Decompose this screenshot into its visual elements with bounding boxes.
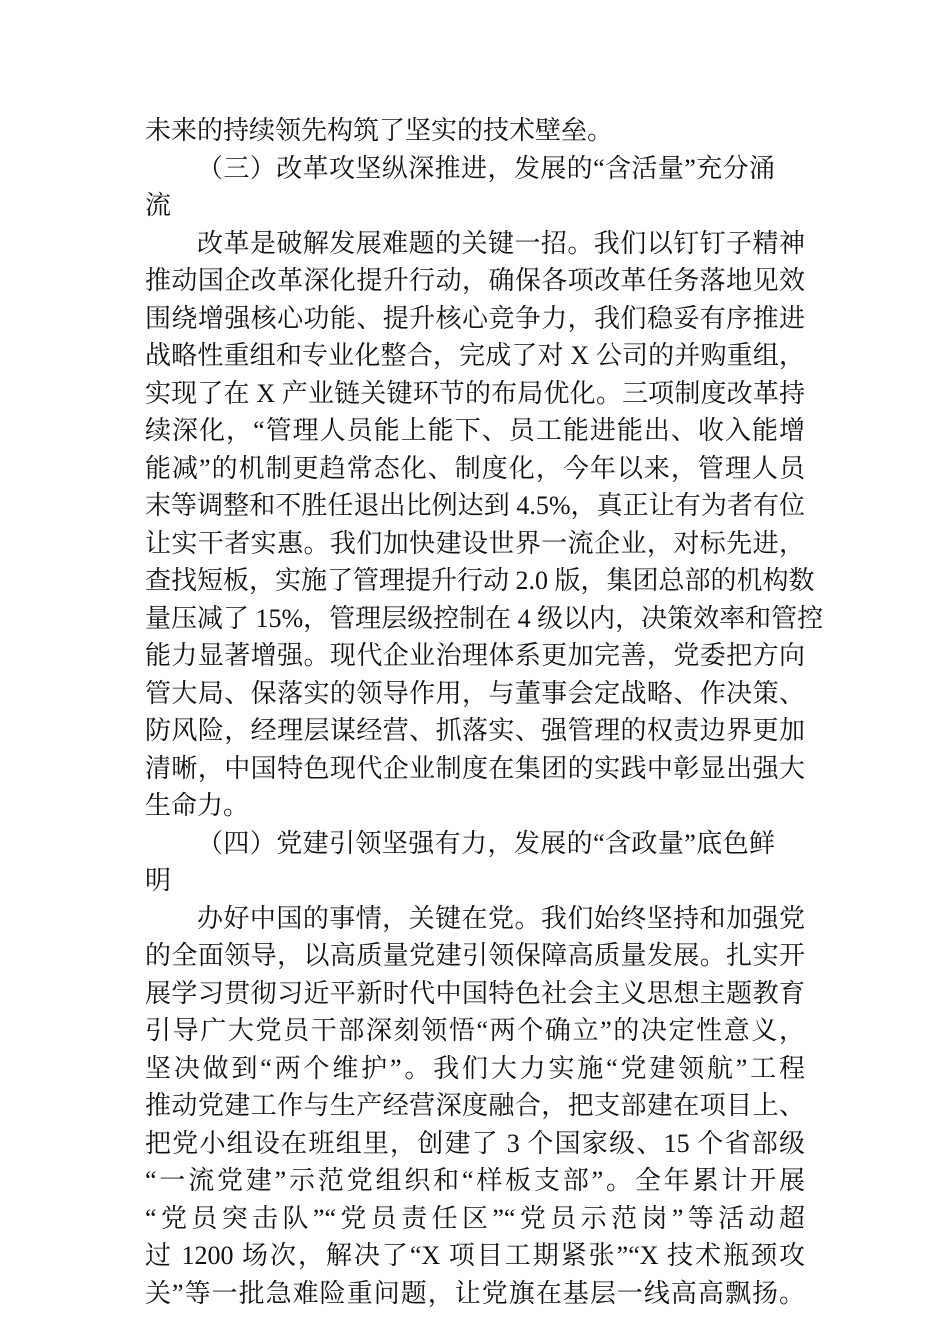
text-line: 末等调整和不胜任退出比例达到 4.5%，真正让有为者有位	[145, 491, 805, 520]
text-line: 流	[145, 191, 172, 220]
text-line: 战略性重组和专业化整合，完成了对 X 公司的并购重组，	[145, 341, 805, 370]
text-line: 生命力。	[145, 791, 250, 820]
text-line: 能减”的机制更趋常态化、制度化，今年以来，管理人员	[145, 453, 805, 483]
text-line: 推动党建工作与生产经营深度融合，把支部建在项目上、	[145, 1091, 805, 1120]
text-line: 把党小组设在班组里，创建了 3 个国家级、15 个省部级	[145, 1128, 805, 1158]
text-line: 过 1200 场次，解决了“X 项目工期紧张”“X 技术瓶颈攻	[145, 1241, 805, 1270]
text-line: “一流党建”示范党组织和“样板支部”。全年累计开展	[145, 1166, 805, 1195]
text-line: 展学习贯彻习近平新时代中国特色社会主义思想主题教育	[145, 978, 805, 1008]
section-heading-line: （四）党建引领坚强有力，发展的“含政量”底色鲜	[197, 828, 775, 858]
text-line: 让实干者实惠。我们加快建设世界一流企业，对标先进，	[145, 528, 805, 558]
text-line: “党员突击队”“党员责任区”“党员示范岗”等活动超	[145, 1203, 805, 1233]
text-line: 的全面领导，以高质量党建引领保障高质量发展。扎实开	[145, 941, 805, 970]
text-line: 明	[145, 866, 172, 895]
text-line: 引导广大党员干部深刻领悟“两个确立”的决定性意义，	[145, 1016, 805, 1045]
text-line: 量压减了 15%，管理层级控制在 4 级以内，决策效率和管控	[145, 603, 824, 633]
text-line: 围绕增强核心功能、提升核心竞争力，我们稳妥有序推进	[145, 303, 805, 333]
text-line: 查找短板，实施了管理提升行动 2.0 版，集团总部的机构数	[145, 566, 815, 595]
text-line: 清晰，中国特色现代企业制度在集团的实践中彰显出强大	[145, 753, 805, 783]
text-line: 改革是破解发展难题的关键一招。我们以钉钉子精神	[197, 228, 805, 258]
text-line: 管大局、保落实的领导作用，与董事会定战略、作决策、	[145, 678, 805, 708]
text-line: 防风险，经理层谋经营、抓落实、强管理的权责边界更加	[145, 716, 805, 745]
text-line: 未来的持续领先构筑了坚实的技术壁垒。	[145, 116, 614, 145]
text-line: 坚决做到“两个维护”。我们大力实施“党建领航”工程	[145, 1053, 805, 1083]
section-heading-line: （三）改革攻坚纵深推进，发展的“含活量”充分涌	[197, 153, 775, 183]
text-line: 关”等一批急难险重问题，让党旗在基层一线高高飘扬。	[145, 1278, 805, 1308]
text-line: 推动国企改革深化提升行动，确保各项改革任务落地见效	[145, 266, 805, 295]
text-line: 能力显著增强。现代企业治理体系更加完善，党委把方向	[145, 641, 805, 670]
text-line: 实现了在 X 产业链关键环节的布局优化。三项制度改革持	[145, 378, 805, 408]
text-line: 办好中国的事情，关键在党。我们始终坚持和加强党	[197, 903, 805, 933]
text-line: 续深化，“管理人员能上能下、员工能进能出、收入能增	[145, 416, 805, 445]
